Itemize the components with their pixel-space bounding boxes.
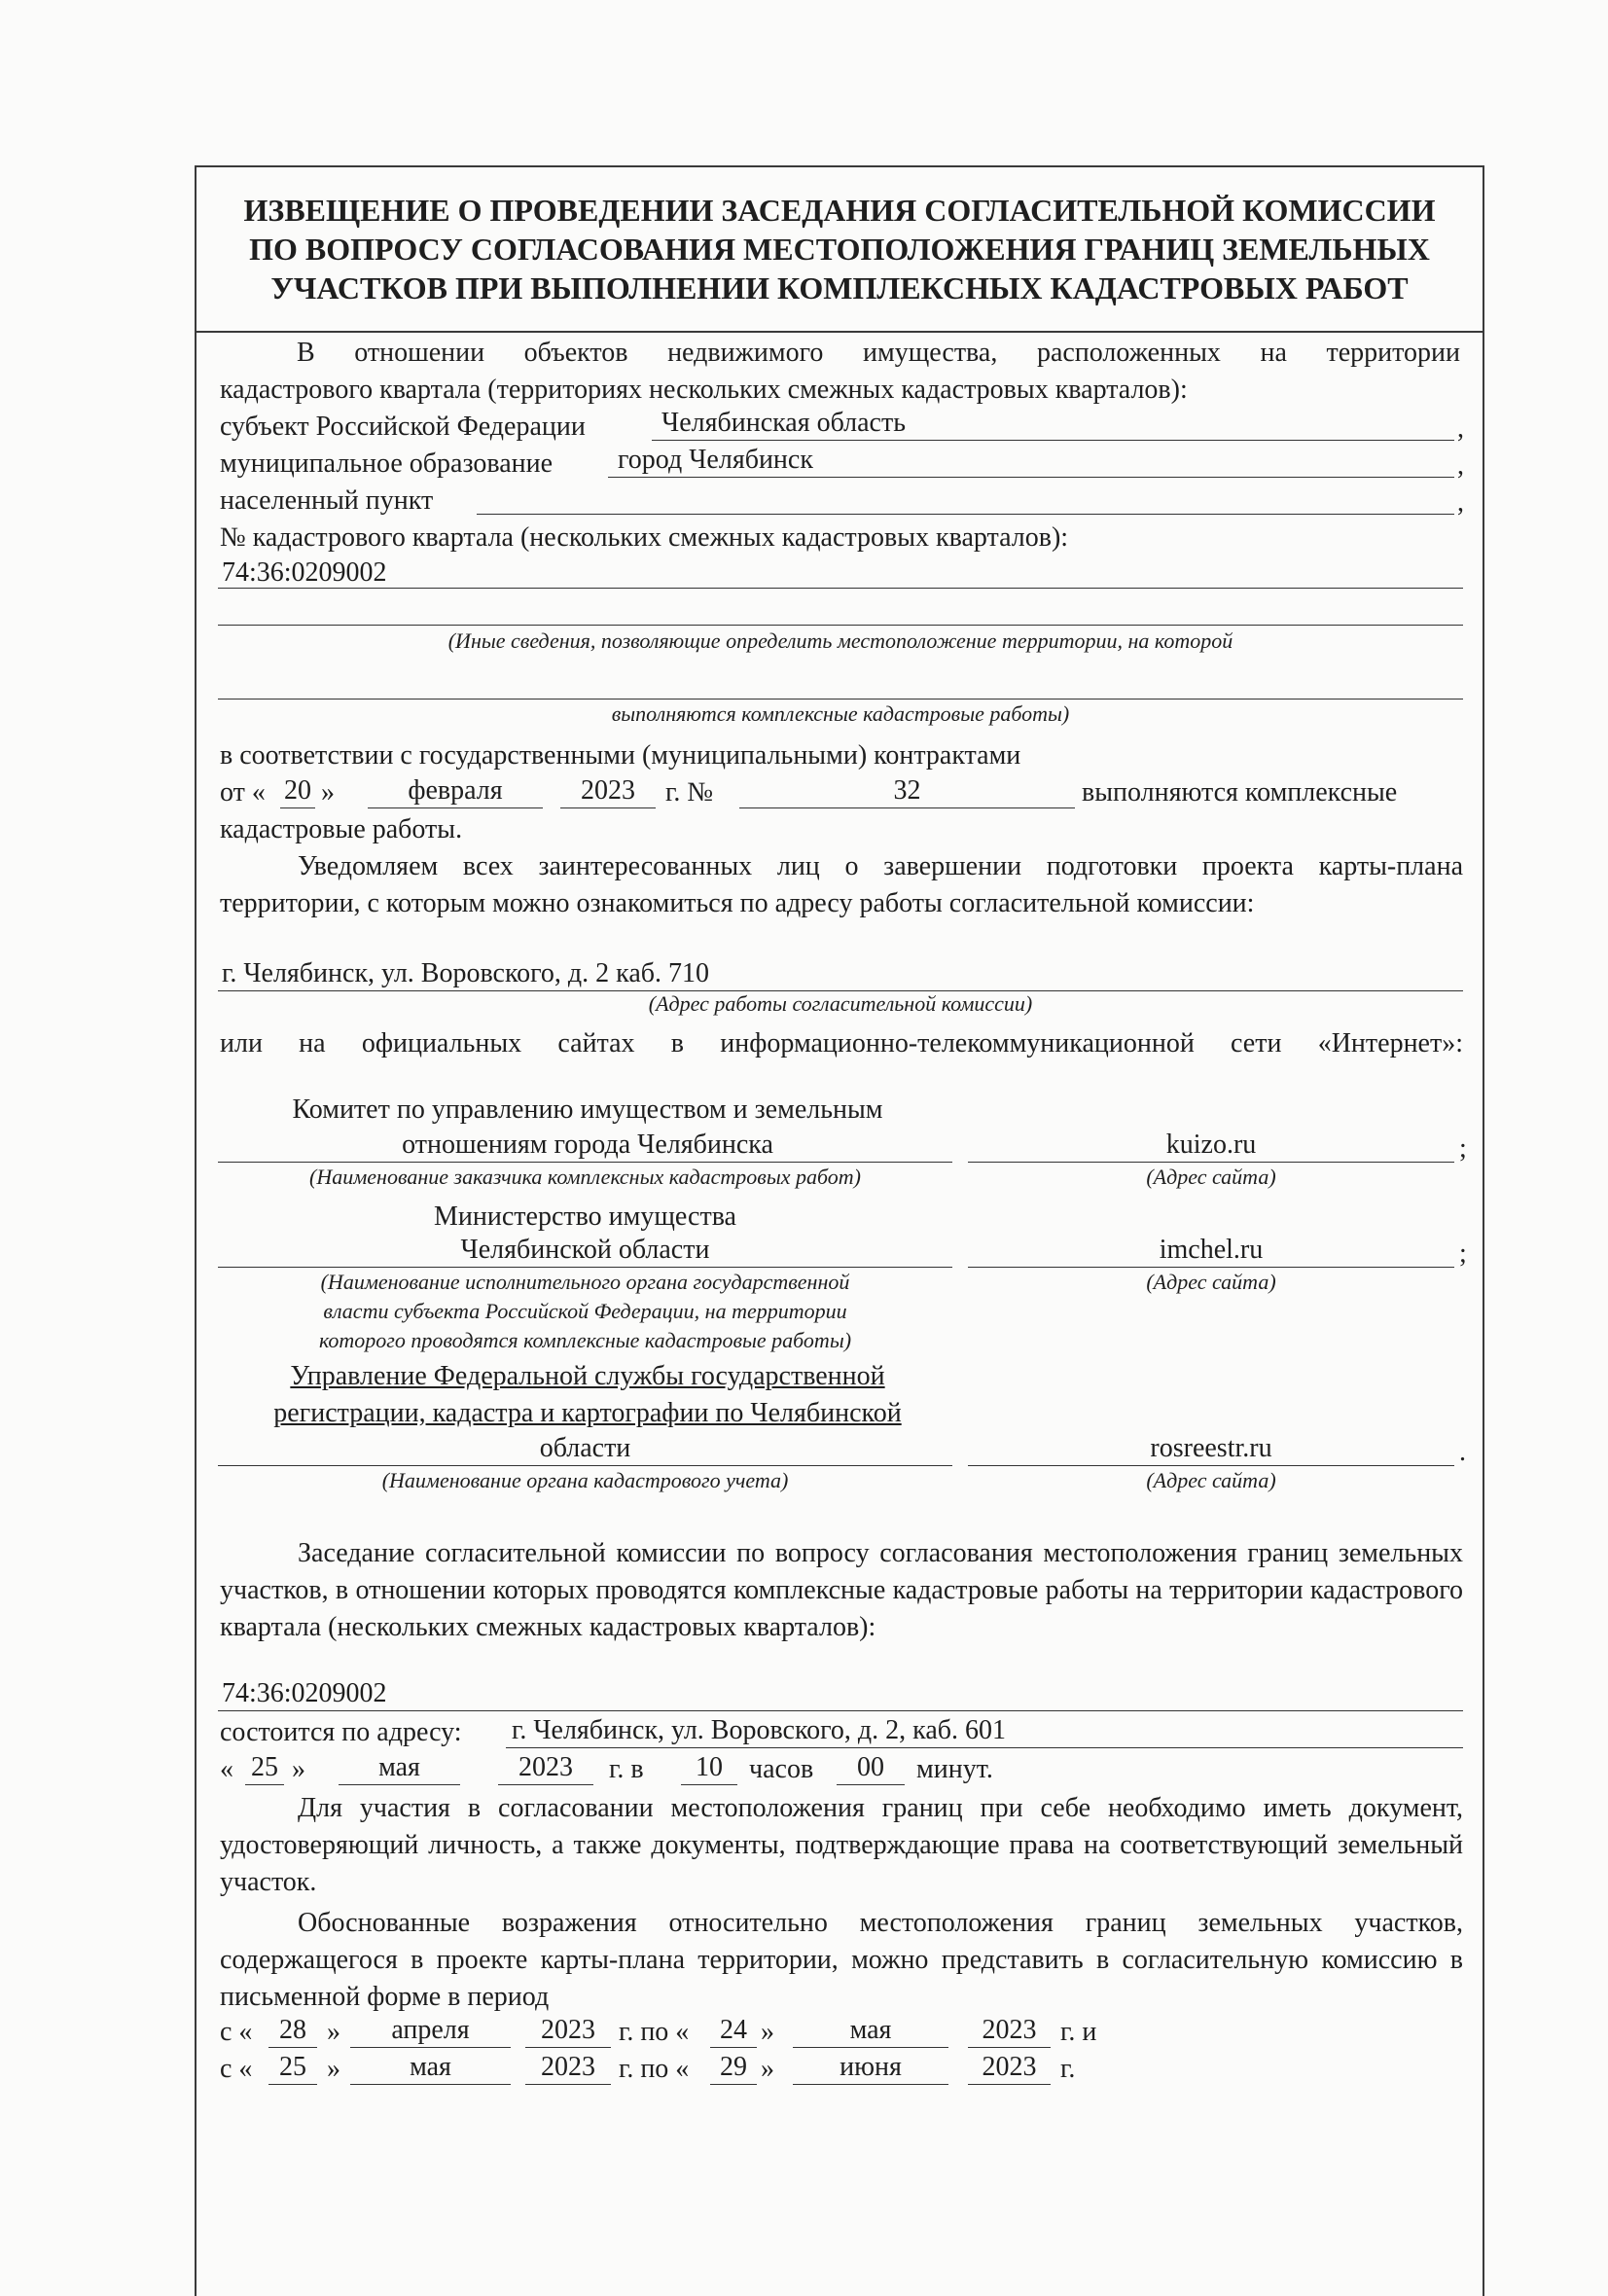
contract-number: 32 <box>893 775 921 806</box>
comma: , <box>1457 487 1464 518</box>
org1-name-2: отношениям города Челябинска <box>402 1130 773 1160</box>
contract-number-label: г. № <box>665 777 714 807</box>
period1-y1: 2023 <box>541 2015 595 2045</box>
municipality-label: муниципальное образование <box>220 448 554 479</box>
contract-month: февраля <box>408 775 503 806</box>
other-info-field <box>218 595 1463 626</box>
meeting-minutes-label: минут. <box>916 1754 993 1784</box>
intro-line-2: кадастрового квартала (территориях нескольких смежных кадастровых кварталов): <box>220 375 1188 405</box>
other-info-field-2 <box>218 669 1463 700</box>
meeting-close-quote: » <box>292 1754 305 1784</box>
contract-year: 2023 <box>581 775 635 806</box>
settlement-field <box>477 483 1454 515</box>
meeting-quarter: 74:36:0209002 <box>222 1678 387 1708</box>
quarter-label: № кадастрового квартала (нескольких смежных кадастровых кварталов): <box>220 522 1069 553</box>
org2-name-caption-1: (Наименование исполнительного органа государственной <box>320 1270 850 1294</box>
org2-end: ; <box>1459 1238 1467 1269</box>
meeting-hours: 10 <box>696 1752 723 1782</box>
org2-site: imchel.ru <box>1159 1235 1264 1265</box>
meeting-at: г. в <box>609 1754 644 1784</box>
contract-line-1: в соответствии с государственными (муниципальными) контрактами <box>220 740 1021 771</box>
comma: , <box>1457 413 1464 444</box>
contract-quote: » <box>321 777 335 807</box>
municipality-value: город Челябинск <box>618 445 813 475</box>
subject-label: субъект Российской Федерации <box>220 412 586 442</box>
org3-name-3: области <box>539 1433 631 1463</box>
period1-quote: » <box>327 2017 340 2047</box>
org3-name-1: Управление Федеральной службы государственной <box>290 1361 885 1391</box>
period2-y2: 2023 <box>982 2052 1037 2082</box>
objections-text: Обоснованные возражения относительно местоположения границ земельных участков, содержащегося в проекте карты-плана территории, можно представить в согласительную комиссию в письменной форме в период <box>220 1908 1463 2012</box>
meeting-place-label: состоится по адресу: <box>220 1717 462 1747</box>
period1-to: г. по « <box>619 2017 690 2047</box>
org2-name-caption-3: которого проводятся комплексные кадастровые работы) <box>318 1328 852 1352</box>
meeting-quarter-field <box>218 1679 1463 1711</box>
period1-d2: 24 <box>720 2015 747 2045</box>
contract-day: 20 <box>284 775 311 806</box>
meeting-place: г. Челябинск, ул. Воровского, д. 2, каб. 601 <box>512 1715 1007 1745</box>
meeting-month: мая <box>378 1752 420 1782</box>
meeting-day: 25 <box>251 1752 278 1782</box>
quarter-value: 74:36:0209002 <box>222 557 387 588</box>
org2-site-caption: (Адрес сайта) <box>1146 1270 1276 1294</box>
period2-quote-2: » <box>761 2054 774 2084</box>
contract-from: от « <box>220 777 266 807</box>
period2-quote: » <box>327 2054 340 2084</box>
period2-m2: июня <box>840 2052 902 2082</box>
org1-site: kuizo.ru <box>1165 1130 1257 1160</box>
org3-name-caption: (Наименование органа кадастрового учета) <box>381 1468 789 1492</box>
page-title: ИЗВЕЩЕНИЕ О ПРОВЕДЕНИИ ЗАСЕДАНИЯ СОГЛАСИТЕЛЬНОЙ КОМИССИИ ПО ВОПРОСУ СОГЛАСОВАНИЯ МЕСТОПОЛОЖЕНИЯ ГРАНИЦ ЗЕМЕЛЬНЫХ УЧАСТКОВ ПРИ ВЫПОЛНЕНИИ КОМПЛЕКСНЫХ КАДАСТРОВЫХ РАБОТ <box>243 193 1436 305</box>
period1-quote-2: » <box>761 2017 774 2047</box>
title-box <box>197 167 1483 333</box>
period2-d2: 29 <box>720 2052 747 2082</box>
org3-name-2: регистрации, кадастра и картографии по Челябинской <box>273 1398 902 1428</box>
period1-m2: мая <box>849 2015 892 2045</box>
notice-text: Уведомляем всех заинтересованных лиц о завершении подготовки проекта карты-плана территории, с которым можно ознакомиться по адресу работы согласительной комиссии: <box>220 851 1463 918</box>
period2-to: г. по « <box>619 2054 690 2084</box>
period2-y1: 2023 <box>541 2052 595 2082</box>
period2-end: г. <box>1060 2054 1076 2084</box>
org2-name-2: Челябинской области <box>460 1235 710 1265</box>
org1-end: ; <box>1459 1133 1467 1164</box>
org3-site: rosreestr.ru <box>1150 1433 1272 1463</box>
period2-from: с « <box>220 2054 253 2084</box>
other-info-caption: (Иные сведения, позволяющие определить местоположение территории, на которой <box>447 628 1233 653</box>
period1-from: с « <box>220 2017 253 2047</box>
contract-tail: выполняются комплексные <box>1082 777 1398 807</box>
other-info-caption-2: выполняются комплексные кадастровые работы) <box>611 701 1070 726</box>
period1-end: г. и <box>1060 2017 1097 2047</box>
sites-line: или на официальных сайтах в информационно-телекоммуникационной сети «Интернет»: <box>220 1028 1463 1058</box>
org1-name-caption: (Наименование заказчика комплексных кадастровых работ) <box>309 1165 861 1189</box>
meeting-minutes: 00 <box>857 1752 884 1782</box>
period1-m1: апреля <box>391 2015 470 2045</box>
org2-name-caption-2: власти субъекта Российской Федерации, на территории <box>323 1299 847 1323</box>
intro-line-1: В отношении объектов недвижимого имущества, расположенных на территории <box>297 338 1460 368</box>
notice-address-caption: (Адрес работы согласительной комиссии) <box>648 991 1033 1016</box>
org3-end: . <box>1459 1437 1466 1467</box>
quarter-field <box>218 558 1463 589</box>
period1-d1: 28 <box>279 2015 306 2045</box>
meeting-hours-label: часов <box>749 1754 814 1784</box>
notice-address: г. Челябинск, ул. Воровского, д. 2 каб. 710 <box>222 958 710 988</box>
period1-y2: 2023 <box>982 2015 1037 2045</box>
period2-d1: 25 <box>279 2052 306 2082</box>
meeting-year: 2023 <box>518 1752 573 1782</box>
org3-site-caption: (Адрес сайта) <box>1146 1468 1276 1492</box>
contract-line-3: кадастровые работы. <box>220 814 463 844</box>
org2-name-1: Министерство имущества <box>434 1202 736 1232</box>
settlement-label: населенный пункт <box>220 485 434 516</box>
org1-name-1: Комитет по управлению имуществом и земельным <box>292 1094 883 1125</box>
meeting-open-quote: « <box>220 1754 233 1784</box>
subject-value: Челябинская область <box>661 408 906 438</box>
period2-m1: мая <box>410 2052 451 2082</box>
participation-text: Для участия в согласовании местоположения границ при себе необходимо иметь документ, удостоверяющий личность, а также документы, подтверждающие права на соответствующий земельный участок. <box>220 1793 1463 1897</box>
org1-site-caption: (Адрес сайта) <box>1146 1165 1276 1189</box>
meeting-text: Заседание согласительной комиссии по вопросу согласования местоположения границ земельных участков, в отношении которых проводятся комплексные кадастровые работы на территории кадастрового квартала (нескольких смежных кадастровых кварталов): <box>220 1538 1463 1642</box>
comma: , <box>1457 450 1464 481</box>
